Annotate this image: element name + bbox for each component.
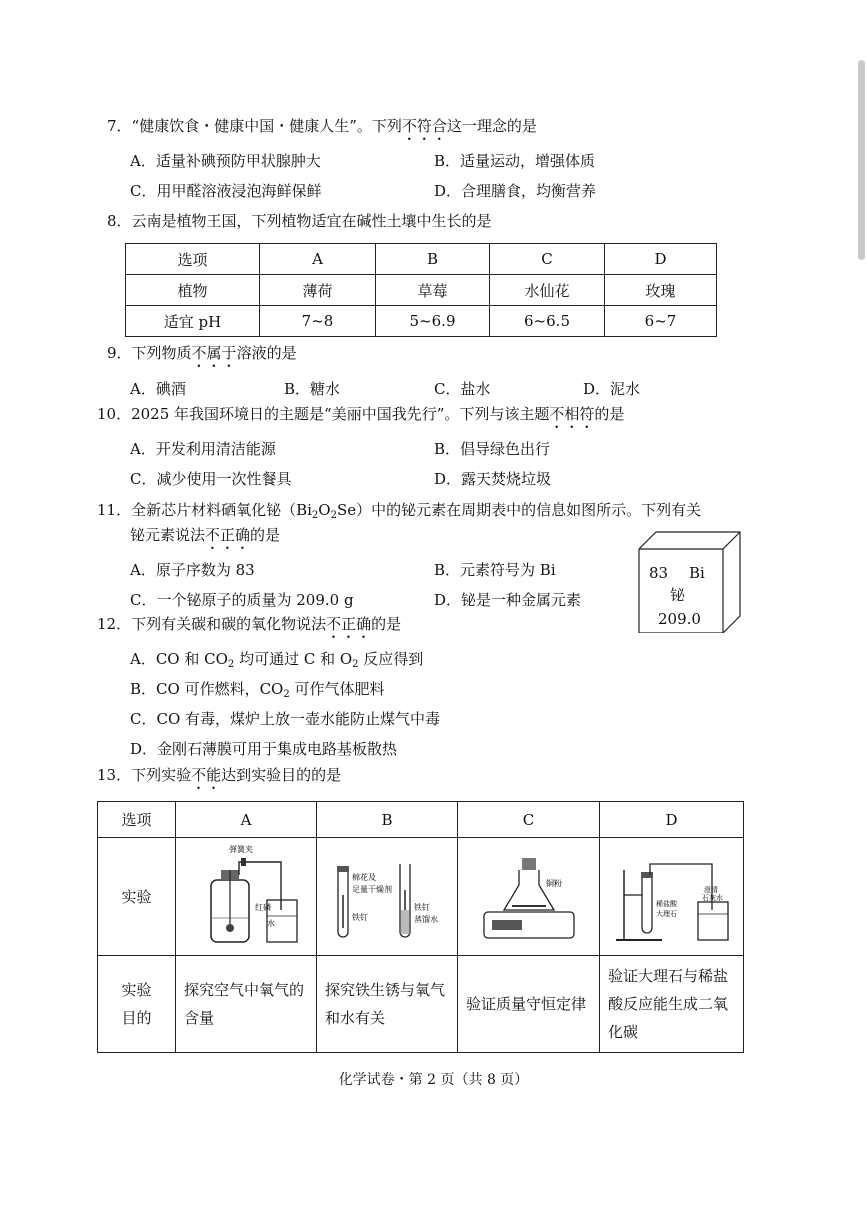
- diagram-label: 红磷: [255, 902, 271, 912]
- q8-cell: C: [490, 244, 605, 275]
- q13-table: [97, 801, 744, 1053]
- q9-stem-post: 溶液的是: [236, 344, 297, 362]
- q12-stem: [97, 614, 401, 642]
- q11-emphasis: 不正确: [205, 526, 251, 544]
- q8-cell: 5~6.9: [376, 306, 490, 337]
- q12-option-d: D．金刚石薄膜可用于集成电路基板散热: [130, 740, 398, 758]
- q10-option-b: B．倡导绿色出行: [434, 440, 551, 458]
- subscript: 2: [330, 510, 337, 521]
- q13-cell: A: [176, 802, 317, 838]
- diagram-label: 石灰水: [701, 893, 723, 902]
- q8-cell: D: [605, 244, 717, 275]
- q9-stem-pre: 9．下列物质: [107, 344, 192, 362]
- q13-diagram-a: [176, 838, 317, 956]
- q8-cell: 水仙花: [490, 275, 605, 306]
- mass-conservation-diagram: [464, 840, 594, 950]
- q8-table-row: [126, 244, 717, 275]
- q12-text: 的是: [371, 615, 402, 633]
- q7-option-c: C．用甲醛溶液浸泡海鲜保鲜: [130, 182, 322, 200]
- q13-diagram-b: [317, 838, 458, 956]
- q10-stem-pre: 10．2025 年我国环境日的主题是“美丽中国我先行”。下列与该主题: [97, 405, 550, 423]
- q10-emphasis: 不相符: [549, 405, 595, 423]
- q7-option-d: D．合理膳食，均衡营养: [434, 182, 597, 200]
- q9-option-d: D．泥水: [583, 380, 641, 398]
- element-card: [638, 531, 738, 631]
- q13-experiment-row: [98, 838, 744, 956]
- q10-option-d: D．露天焚烧垃圾: [434, 470, 552, 488]
- q13-diagram-c: [458, 838, 600, 956]
- q11-option-a: A．原子序数为 83: [130, 561, 255, 579]
- q13-text: 达到实验目的的是: [221, 766, 342, 784]
- element-number: 83: [649, 564, 669, 582]
- q11-option-c: C．一个铋原子的质量为 209.0 g: [130, 591, 354, 609]
- diagram-label: 足量干燥剂: [352, 884, 392, 894]
- q13-emphasis: 不能: [191, 766, 222, 784]
- scrollbar-thumb[interactable]: [858, 60, 865, 260]
- diagram-label: 稀盐酸: [655, 899, 677, 908]
- q11-option-b: B．元素符号为 Bi: [434, 561, 556, 579]
- q12-text: 均可通过 C 和 O: [234, 650, 353, 668]
- q13-purpose-row: [98, 956, 744, 1053]
- q9-option-b: B．糖水: [284, 380, 341, 398]
- q8-cell: 植物: [126, 275, 260, 306]
- diagram-label: 铜粉: [545, 878, 562, 888]
- q13-text: 13．下列实验: [97, 766, 192, 784]
- q11-text: 11．全新芯片材料硒氧化铋（Bi: [97, 501, 312, 519]
- q7-option-a: A．适量补碘预防甲状腺肿大: [130, 152, 321, 170]
- subscript: 2: [352, 659, 359, 670]
- q13-cell: 实验目的: [98, 956, 176, 1053]
- diagram-label: 大理石: [655, 909, 677, 918]
- element-name: 铋: [670, 586, 686, 604]
- q8-cell: A: [260, 244, 376, 275]
- diagram-label: 铁钉: [414, 902, 430, 912]
- q7-emphasis: 不符合: [401, 117, 447, 135]
- q12-text: 12．下列有关碳和碳的氧化物说法: [97, 615, 327, 633]
- q10-option-a: A．开发利用清洁能源: [130, 440, 276, 458]
- q12-option-a: [130, 649, 423, 675]
- q11-option-d: D．铋是一种金属元素: [434, 591, 582, 609]
- diagram-label: 澄清: [703, 885, 718, 894]
- diagram-label: 棉花及: [352, 872, 376, 882]
- q11-text: 的是: [250, 526, 281, 544]
- q8-cell: 选项: [126, 244, 260, 275]
- q9-option-c: C．盐水: [434, 380, 491, 398]
- q7-stem-pre: 7．“健康饮食・健康中国・健康人生”。下列: [107, 117, 402, 135]
- subscript: 2: [227, 659, 235, 670]
- q12-option-b: [130, 679, 385, 705]
- q8-cell: 玫瑰: [605, 275, 717, 306]
- q9-option-a: A．碘酒: [130, 380, 186, 398]
- q7-option-b: B．适量运动，增强体质: [434, 152, 596, 170]
- element-symbol: Bi: [689, 564, 705, 582]
- q8-cell: 草莓: [376, 275, 490, 306]
- q12-text: B．CO 可作燃料，CO: [130, 680, 284, 698]
- q8-cell: 7~8: [260, 306, 376, 337]
- q11-text: O: [318, 501, 331, 519]
- subscript: 2: [283, 689, 290, 700]
- q11-text: Se）中的铋元素在周期表中的信息如图所示。下列有关: [336, 501, 702, 519]
- q12-text: A．CO 和 CO: [130, 650, 228, 668]
- q7-stem: [107, 116, 537, 144]
- q12-text: 反应得到: [358, 650, 424, 668]
- q13-purpose-c: 验证质量守恒定律: [458, 956, 600, 1053]
- q13-purpose-a: 探究空气中氧气的含量: [176, 956, 317, 1053]
- q8-cell: 6~7: [605, 306, 717, 337]
- q8-cell: 6~6.5: [490, 306, 605, 337]
- page-footer: 化学试卷・第 2 页（共 8 页）: [338, 1072, 529, 1088]
- q13-cell: 实验: [98, 838, 176, 956]
- q11-stem-line1: [97, 500, 701, 526]
- q8-cell: 适宜 pH: [126, 306, 260, 337]
- q10-stem: [97, 404, 624, 432]
- q7-stem-post: 这一理念的是: [446, 117, 537, 135]
- co2-generation-diagram: [602, 840, 742, 950]
- q8-cell: B: [376, 244, 490, 275]
- q12-emphasis: 不正确: [326, 615, 372, 633]
- q8-table: [125, 243, 717, 337]
- diagram-label: 蒸馏水: [414, 914, 438, 924]
- q8-table-row: [126, 306, 717, 337]
- q10-stem-post: 的是: [594, 405, 625, 423]
- q11-text: 铋元素说法: [130, 526, 206, 544]
- rust-experiment-diagram: [322, 840, 452, 950]
- q8-table-row: [126, 275, 717, 306]
- oxygen-apparatus-diagram: [181, 840, 311, 950]
- q13-purpose-d: 验证大理石与稀盐酸反应能生成二氧化碳: [600, 956, 744, 1053]
- q12-option-c: C．CO 有毒，煤炉上放一壶水能防止煤气中毒: [130, 710, 441, 728]
- q13-stem: [97, 765, 341, 793]
- subscript: 2: [311, 510, 319, 521]
- q9-emphasis: 不属于: [191, 344, 237, 362]
- q12-text: 可作气体肥料: [289, 680, 385, 698]
- q13-cell: B: [317, 802, 458, 838]
- q13-diagram-d: [600, 838, 744, 956]
- q13-cell: 选项: [98, 802, 176, 838]
- diagram-label: 铁钉: [352, 912, 368, 922]
- q13-cell: D: [600, 802, 744, 838]
- diagram-label: 弹簧夹: [229, 844, 253, 854]
- q13-header-row: [98, 802, 744, 838]
- element-mass: 209.0: [658, 610, 701, 628]
- q11-stem-line2: [130, 525, 280, 553]
- diagram-label: 水: [267, 918, 275, 928]
- q8-stem: 8．云南是植物王国，下列植物适宜在碱性土壤中生长的是: [107, 212, 492, 230]
- q8-cell: 薄荷: [260, 275, 376, 306]
- q13-purpose-b: 探究铁生锈与氧气和水有关: [317, 956, 458, 1053]
- q9-stem: [107, 343, 297, 371]
- q13-cell: C: [458, 802, 600, 838]
- q10-option-c: C．减少使用一次性餐具: [130, 470, 292, 488]
